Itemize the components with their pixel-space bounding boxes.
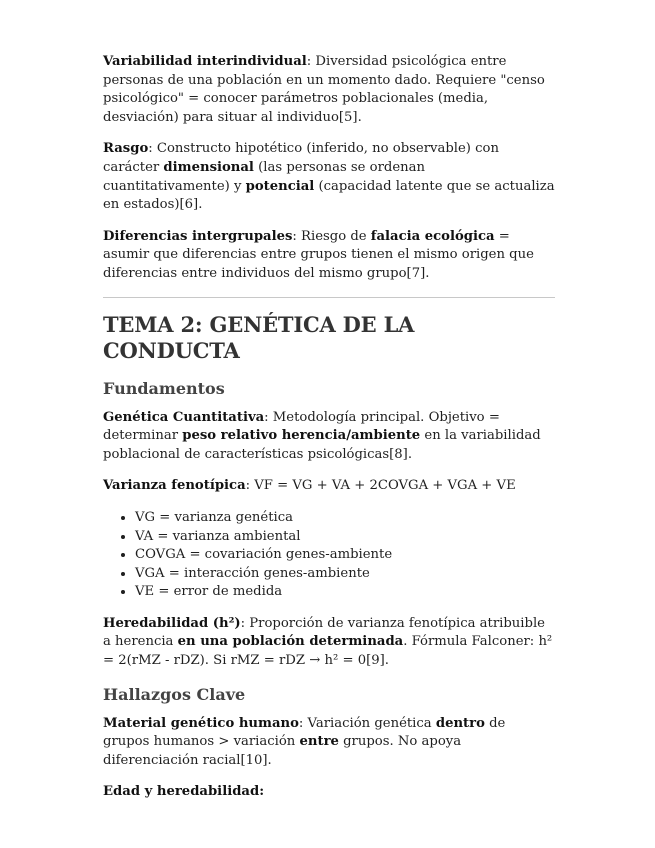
list-item: • VA = varianza ambiental [135,528,555,547]
term-edad: Edad y heredabilidad [103,784,260,800]
definition-text: : Proporción de varianza fenotípica atribuible a herencia [103,615,545,650]
term-rasgo: Rasgo [103,141,149,157]
definition-text: de grupos humanos > variación [103,715,506,750]
list-item: • VGA = interacción genes-ambiente [135,565,555,584]
paragraph-heredabilidad [103,615,555,671]
subheading-hallazgos: Hallazgos Clave [103,684,246,704]
definition-text: = asumir que diferencias entre grupos tienen el mismo origen que diferencias entre individuos del mismo grupo[7]. [103,228,534,281]
paragraph-genetica [103,409,555,465]
emphasis-poblacion: en una población determinada [177,634,404,650]
section-title-tema2: TEMA 2: GENÉTICA DE LA CONDUCTA [103,311,415,363]
document-page [103,53,555,815]
list-item: • VE = error de medida [135,583,555,602]
emphasis-entre: entre [299,734,339,750]
term-variabilidad: Variabilidad interindividual [103,54,307,69]
term-material: Material genético humano [103,715,299,731]
emphasis-dimensional: dimensional [163,159,254,175]
paragraph-variabilidad [103,53,555,127]
term-varianza: Varianza fenotípica [103,478,246,494]
formula-text: : VF = VG + VA + 2COVGA + VGA + VE [245,478,516,494]
emphasis-potencial: potencial [245,178,315,194]
definition-text: : Riesgo de [292,228,371,244]
list-item: • COVGA = covariación genes-ambiente [135,546,555,565]
paragraph-diferencias [103,228,555,284]
term-colon: : [259,784,265,800]
definition-text: (las personas se ordenan cuantitativamente) y [103,159,426,194]
paragraph-varianza [103,477,555,496]
term-heredabilidad: Heredabilidad (h²) [103,615,241,631]
definition-text: : Constructo hipotético (inferido, no observable) con carácter [103,141,499,175]
subheading-fundamentos: Fundamentos [103,378,225,398]
definition-text: : Metodología principal. Objetivo = determinar [103,409,500,444]
section-divider [103,297,555,298]
emphasis-falacia: falacia ecológica [370,228,495,244]
emphasis-peso: peso relativo herencia/ambiente [182,428,421,444]
term-diferencias: Diferencias intergrupales [103,228,293,244]
definition-text: en la variabilidad poblacional de características psicológicas[8]. [103,428,541,462]
definition-text: (capacidad latente que se actualiza en estados)[6]. [103,178,555,213]
definition-text: : Variación genética [298,715,436,731]
emphasis-dentro: dentro [435,715,485,731]
definition-text: : Diversidad psicológica entre personas de una población en un momento dado. Requiere "censo psicológico" = conocer parámetros poblacionales (media, desviación) para situar al individuo[5]. [103,54,545,125]
paragraph-material [103,715,555,771]
term-genetica: Genética Cuantitativa [103,409,265,425]
paragraph-edad [103,783,555,802]
definition-text: . Fórmula Falconer: h² = 2(rMZ - rDZ). Si rMZ = rDZ → h² = 0[9]. [103,634,553,669]
varianza-list [103,509,555,602]
paragraph-rasgo [103,140,555,214]
definition-text: grupos. No apoya diferenciación racial[10]. [103,734,462,768]
list-item: • VG = varianza genética [135,509,555,528]
